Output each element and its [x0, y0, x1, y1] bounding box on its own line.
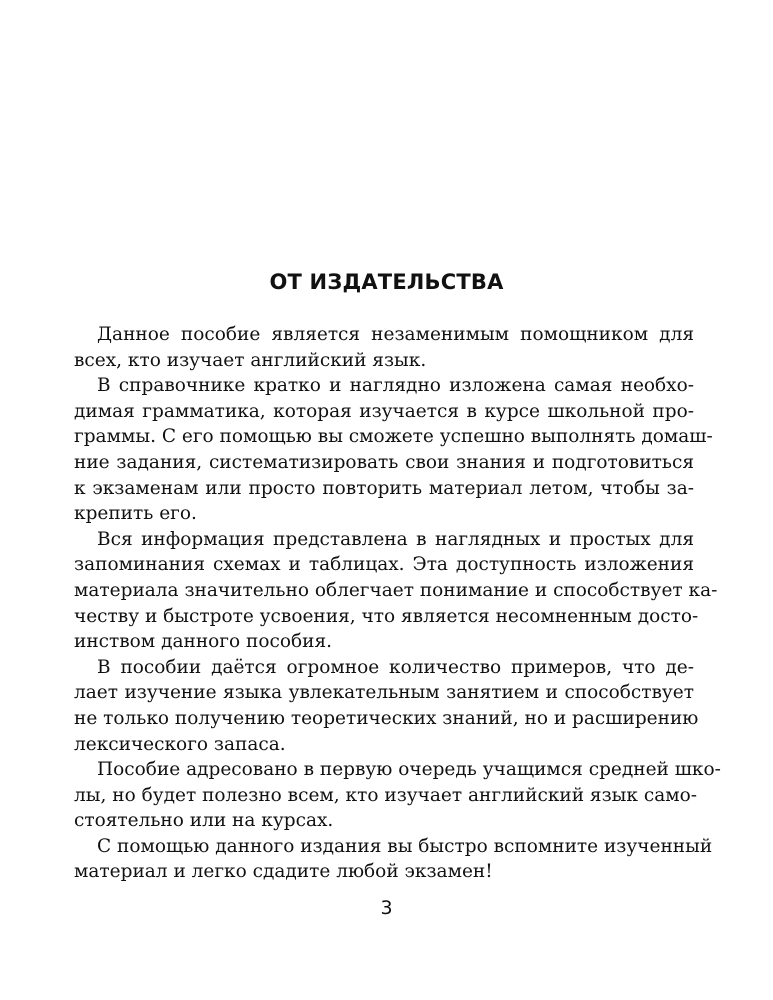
paragraph-6 — [74, 834, 713, 885]
text-line: Пособие адресовано в первую очередь учащимся средней шко- — [97, 759, 721, 781]
text-line: всех, кто изучает английский язык. — [74, 349, 427, 371]
text-line: С помощью данного издания вы быстро вспомните изученный — [97, 835, 713, 857]
text-line: димая грамматика, которая изучается в курсе школьной про- — [74, 400, 694, 422]
paragraph-3 — [74, 527, 718, 655]
text-line: к экзаменам или просто повторить материал летом, чтобы за- — [74, 477, 694, 499]
text-line: Данное пособие является незаменимым помощником для — [97, 324, 694, 345]
text-line: лы, но будет полезно всем, кто изучает английский язык само- — [74, 784, 698, 806]
text-line: ние задания, систематизировать свои знания и подготовиться — [74, 451, 694, 473]
paragraph-5 — [74, 757, 721, 834]
text-line: граммы. С его помощью вы сможете успешно выполнять домаш- — [74, 426, 713, 448]
text-line: крепить его. — [74, 503, 197, 525]
text-line: честву и быстроте усвоения, что является несомненным досто- — [74, 605, 699, 627]
text-line: лексического запаса. — [74, 733, 286, 755]
text-line: инством данного пособия. — [74, 631, 332, 653]
body-text — [74, 322, 721, 885]
page-number: 3 — [380, 897, 393, 919]
text-line: материала значительно облегчает понимание и способствует ка- — [74, 579, 718, 601]
text-line: Вся информация представлена в наглядных и простых для — [97, 528, 694, 550]
text-line: стоятельно или на курсах. — [74, 810, 334, 832]
text-line: В пособии даётся огромное количество примеров, что де- — [97, 656, 694, 678]
text-line: В справочнике кратко и наглядно изложена самая необхо- — [97, 375, 694, 397]
text-line: запоминания схемах и таблицах. Эта доступность изложения — [74, 554, 694, 576]
text-line: не только получению теоретических знаний, но и расширению — [74, 707, 699, 729]
paragraph-1 — [74, 322, 694, 373]
text-line: материал и легко сдадите любой экзамен! — [74, 861, 493, 883]
paragraph-4 — [74, 655, 699, 757]
text-line: лает изучение языка увлекательным занятием и способствует — [74, 682, 694, 704]
paragraph-2 — [74, 373, 713, 527]
page-title: ОТ ИЗДАТЕЛЬСТВА — [269, 270, 504, 294]
